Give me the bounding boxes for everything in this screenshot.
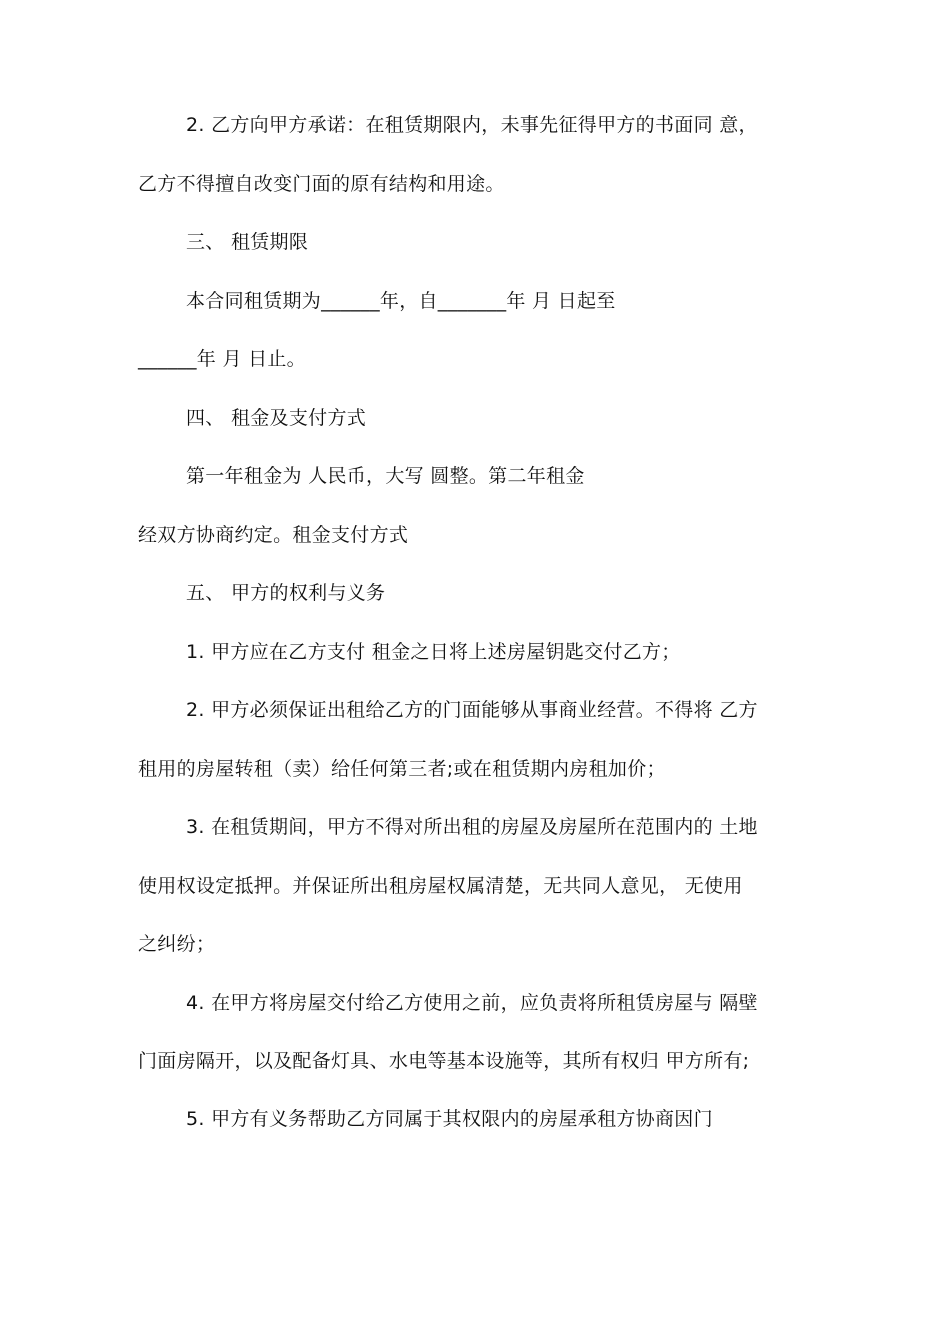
- section-heading: 四、 租金及支付方式: [186, 407, 367, 429]
- paragraph-line: 2. 乙方向甲方承诺：在租赁期限内，未事先征得甲方的书面同 意，: [186, 114, 758, 136]
- paragraph-line: 之纠纷；: [138, 933, 216, 955]
- paragraph-line: 使用权设定抵押。并保证所出租房屋权属清楚，无共同人意见， 无使用: [138, 875, 743, 897]
- paragraph-line: 5. 甲方有义务帮助乙方同属于其权限内的房屋承租方协商因门: [186, 1108, 713, 1130]
- paragraph-line: 经双方协商约定。租金支付方式: [138, 524, 409, 546]
- section-heading: 五、 甲方的权利与义务: [186, 582, 386, 604]
- paragraph-line: 租用的房屋转租（卖）给任何第三者;或在租赁期内房租加价；: [138, 758, 666, 780]
- paragraph-line: ______年 月 日止。: [138, 348, 306, 370]
- paragraph-line: 1. 甲方应在乙方支付 租金之日将上述房屋钥匙交付乙方；: [186, 641, 681, 663]
- paragraph-line: 2. 甲方必须保证出租给乙方的门面能够从事商业经营。不得将 乙方: [186, 699, 758, 721]
- paragraph-line: 门面房隔开，以及配备灯具、水电等基本设施等，其所有权归 甲方所有;: [138, 1050, 750, 1072]
- paragraph-line: 4. 在甲方将房屋交付给乙方使用之前，应负责将所租赁房屋与 隔壁: [186, 992, 758, 1014]
- paragraph-line: 本合同租赁期为______年，自_______年 月 日起至: [186, 290, 616, 312]
- paragraph-line: 3. 在租赁期间，甲方不得对所出租的房屋及房屋所在范围内的 土地: [186, 816, 758, 838]
- section-heading: 三、 租赁期限: [186, 231, 309, 253]
- paragraph-line: 乙方不得擅自改变门面的原有结构和用途。: [138, 173, 505, 195]
- paragraph-line: 第一年租金为 人民币，大写 圆整。第二年租金: [186, 465, 585, 487]
